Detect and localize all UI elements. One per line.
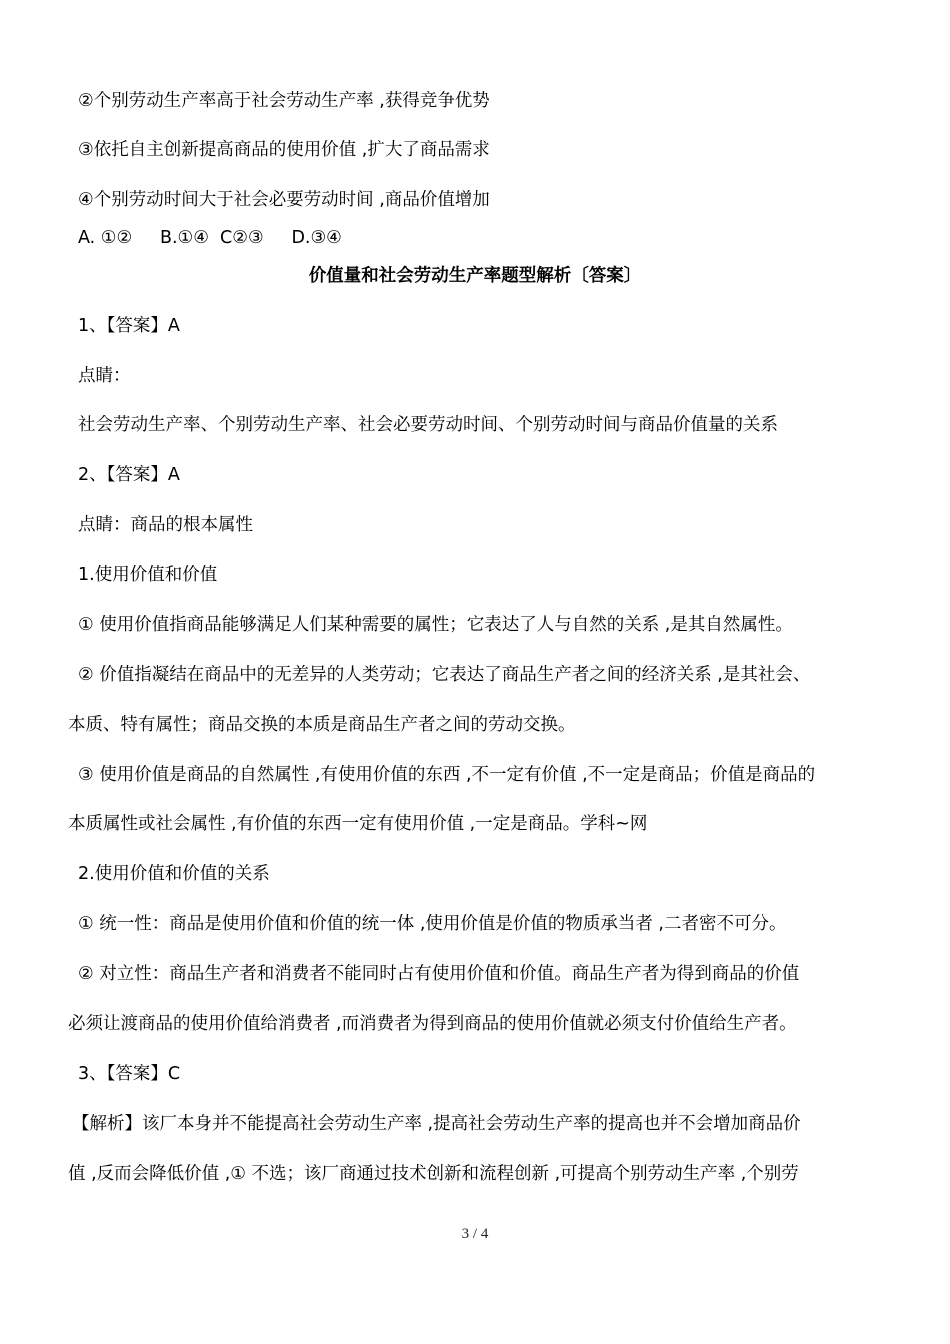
- answers-section-title: 价值量和社会劳动生产率题型解析〔答案〕: [308, 266, 642, 286]
- section-1-item-2-line-2: 本质、特有属性；商品交换的本质是商品生产者之间的劳动交换。: [68, 715, 576, 735]
- answer-1-tip-label: 点睛：: [78, 366, 131, 386]
- answer-3-analysis-line-1: 【解析】该厂本身并不能提高社会劳动生产率 ,提高社会劳动生产率的提高也并不会增加商品价: [72, 1114, 801, 1134]
- section-1-title: 1.使用价值和价值: [78, 565, 218, 585]
- answer-2-tip: 点睛：商品的根本属性: [78, 515, 253, 535]
- answer-3-heading: 3、【答案】C: [78, 1064, 181, 1084]
- option-4-text: ④个别劳动时间大于社会必要劳动时间 ,商品价值增加: [78, 190, 490, 210]
- answer-2-heading: 2、【答案】A: [78, 465, 180, 485]
- section-1-item-3-line-1: ③ 使用价值是商品的自然属性 ,有使用价值的东西 ,不一定有价值 ,不一定是商品；价值是商品的: [78, 765, 816, 785]
- section-2-item-1: ① 统一性：商品是使用价值和价值的统一体 ,使用价值是价值的物质承当者 ,二者密不可分。: [78, 914, 787, 934]
- section-2-title: 2.使用价值和价值的关系: [78, 864, 270, 884]
- section-2-item-2-line-2: 必须让渡商品的使用价值给消费者 ,而消费者为得到商品的使用价值就必须支付价值给生产者。: [68, 1014, 797, 1034]
- section-1-item-1: ① 使用价值指商品能够满足人们某种需要的属性；它表达了人与自然的关系 ,是其自然属性。: [78, 615, 793, 635]
- section-1-item-2-line-1: ② 价值指凝结在商品中的无差异的人类劳动；它表达了商品生产者之间的经济关系 ,是其社会、: [78, 665, 811, 685]
- section-2-item-2-line-1: ② 对立性：商品生产者和消费者不能同时占有使用价值和价值。商品生产者为得到商品的价值: [78, 964, 800, 984]
- answer-choices: A. ①② B.①④ C②③ D.③④: [78, 228, 342, 248]
- answer-1-heading: 1、【答案】A: [78, 316, 180, 336]
- option-3-text: ③依托自主创新提高商品的使用价值 ,扩大了商品需求: [78, 140, 490, 160]
- option-2-text: ②个别劳动生产率高于社会劳动生产率 ,获得竞争优势: [78, 91, 490, 111]
- section-1-item-3-line-2: 本质属性或社会属性 ,有价值的东西一定有使用价值 ,一定是商品。学科~网: [68, 814, 648, 834]
- answer-1-tip-text: 社会劳动生产率、个别劳动生产率、社会必要劳动时间、个别劳动时间与商品价值量的关系: [78, 415, 778, 435]
- page-number: 3 / 4: [461, 1226, 489, 1242]
- answer-3-analysis-line-2: 值 ,反而会降低价值 ,① 不选；该厂商通过技术创新和流程创新 ,可提高个别劳动生产率 ,个别劳: [68, 1164, 799, 1184]
